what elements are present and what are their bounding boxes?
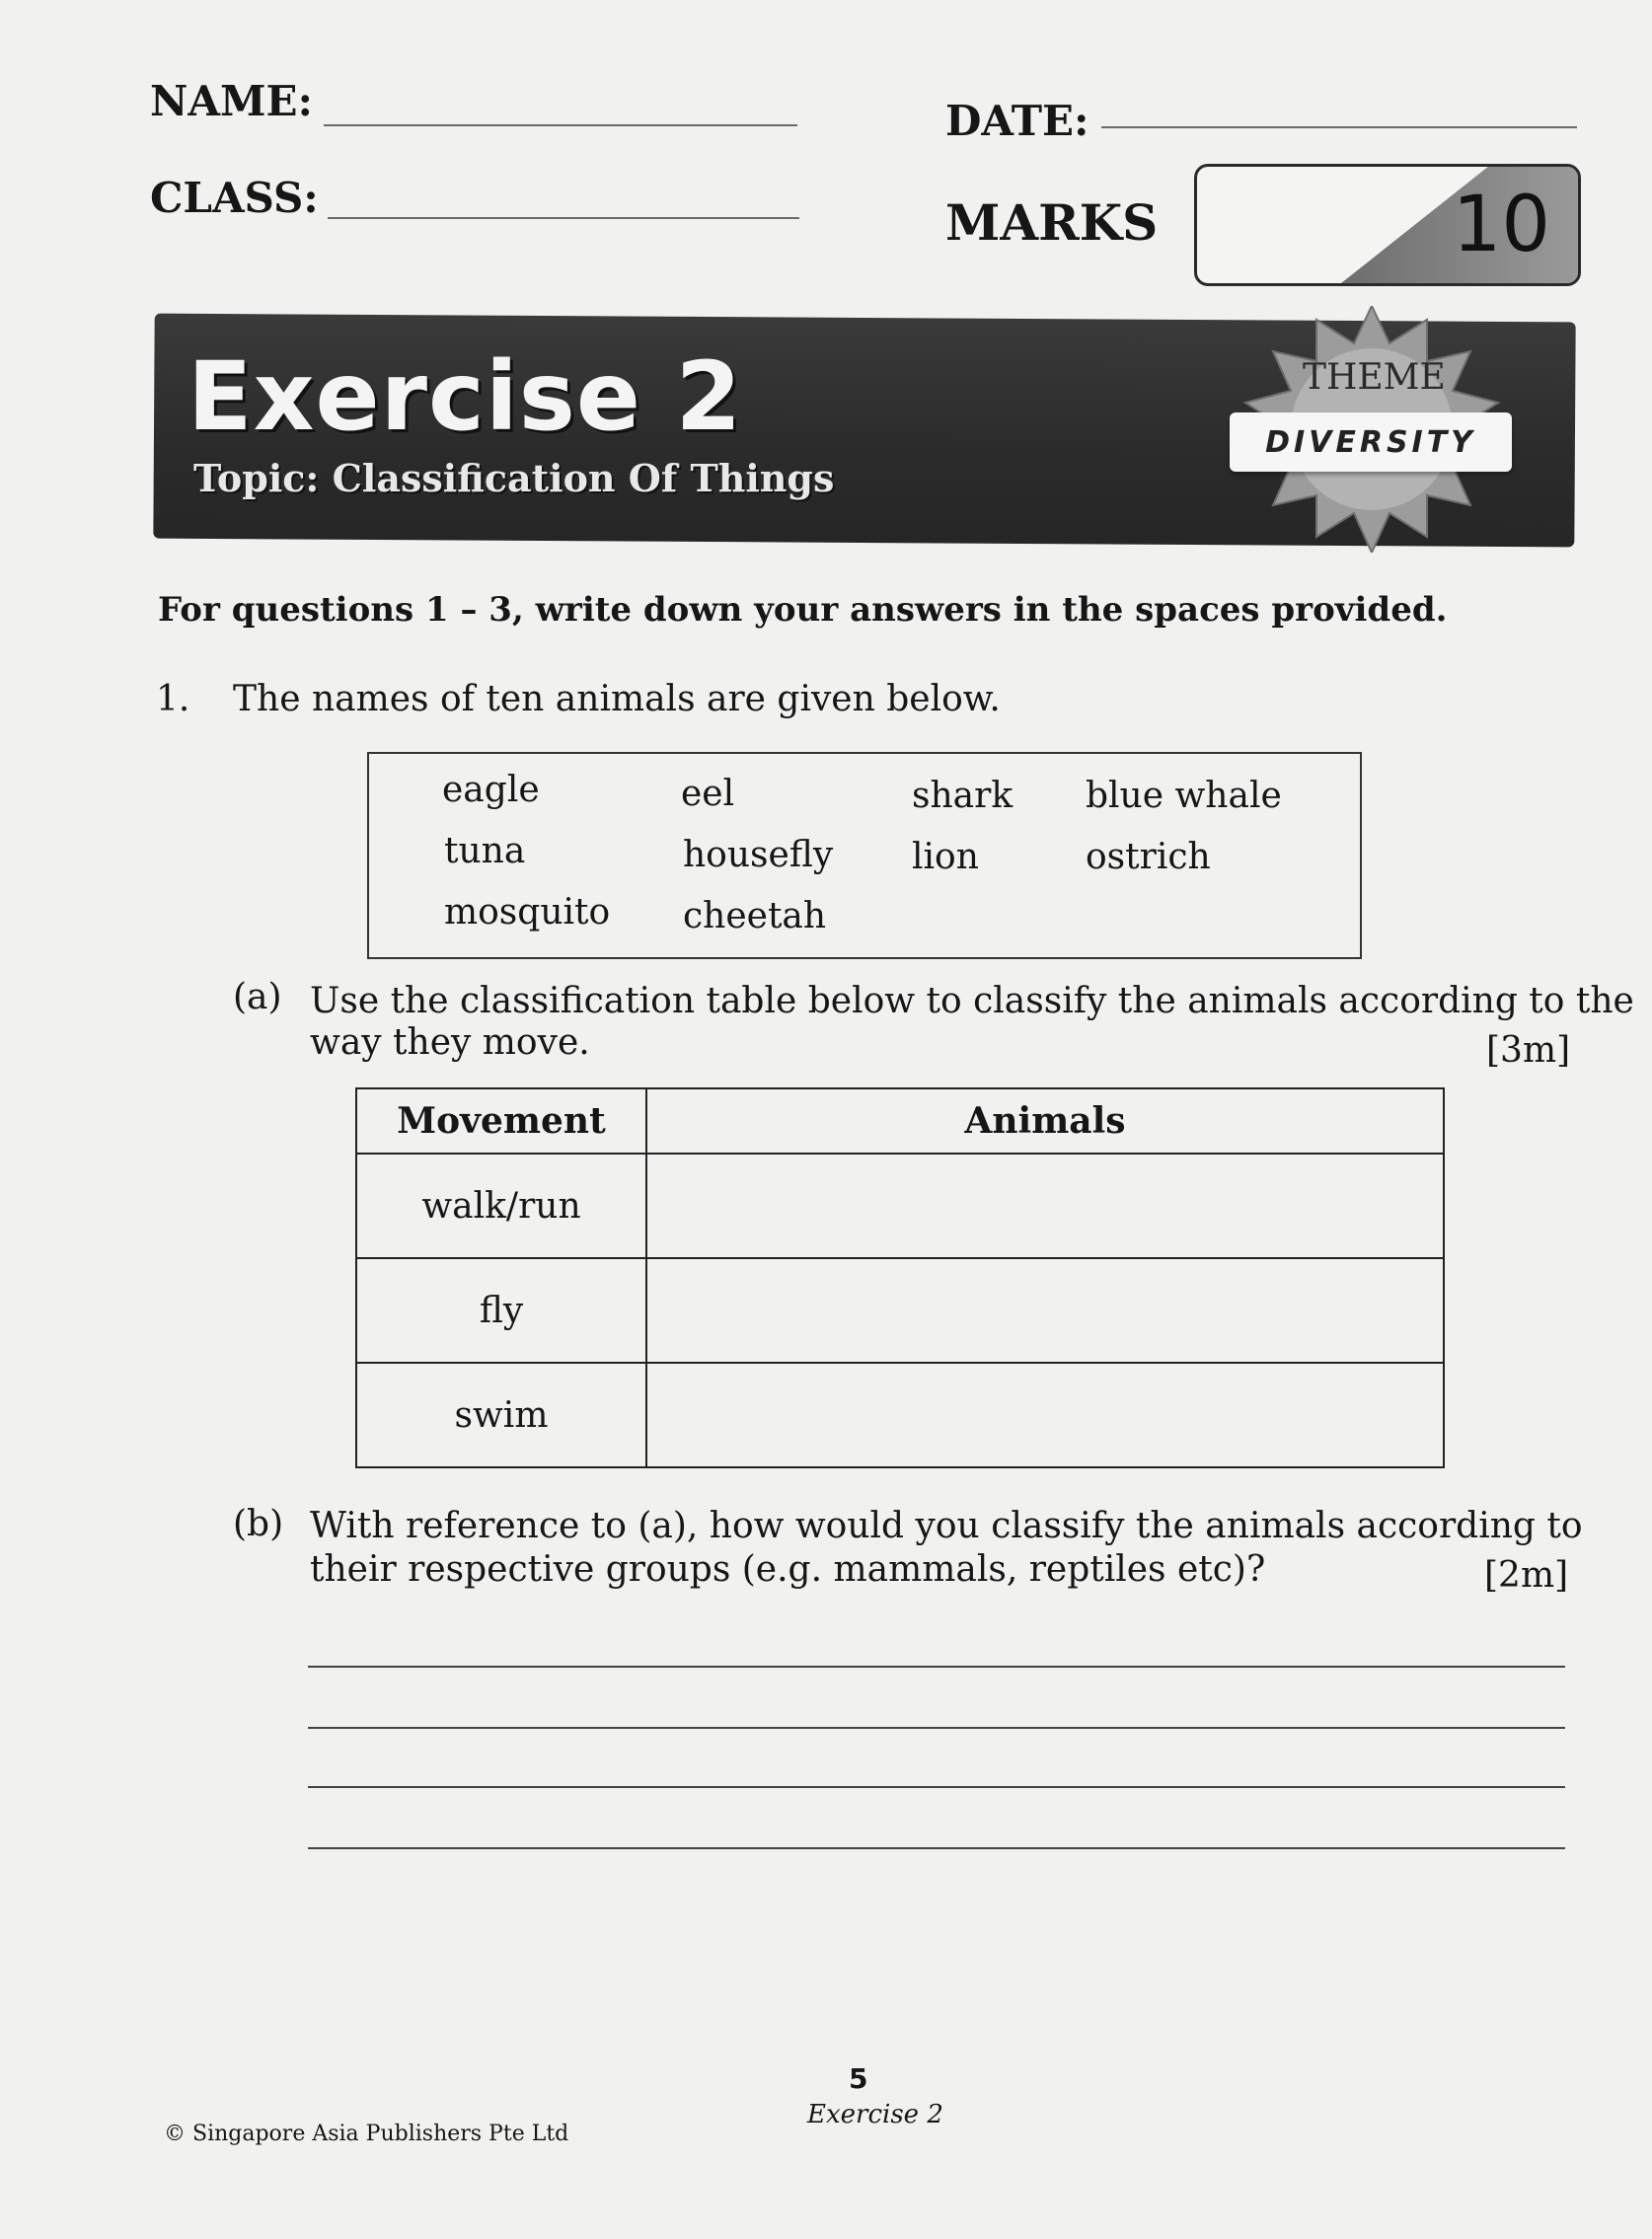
marks-total: 10 [1452,181,1550,269]
part-b-label: (b) [233,1504,284,1544]
animal-item: ostrich [1086,837,1211,877]
part-a-label: (a) [233,977,282,1017]
animal-item: shark [912,776,1014,816]
exercise-title: Exercise 2 [188,341,743,452]
animal-item: housefly [683,835,834,875]
instruction-text: For questions 1 – 3, write down your answers in the spaces provided. [158,590,1448,630]
date-field[interactable] [1101,126,1577,128]
class-field[interactable] [328,217,799,219]
animal-item: blue whale [1086,776,1282,816]
theme-value: DIVERSITY [1230,412,1512,472]
animal-item: cheetah [683,896,827,936]
footer-exercise: Exercise 2 [807,2100,943,2129]
table-row [356,1363,1444,1467]
answer-line[interactable] [308,1666,1565,1668]
animal-item: eel [681,774,735,814]
animal-item: eagle [442,770,540,810]
table-row [356,1258,1444,1363]
answer-line[interactable] [308,1727,1565,1729]
marks-box [1194,164,1581,286]
movement-cell: fly [356,1258,646,1363]
copyright-text: © Singapore Asia Publishers Pte Ltd [164,2122,569,2146]
question-1-text: The names of ten animals are given below. [233,679,1001,719]
animal-item: lion [912,837,979,877]
answer-line[interactable] [308,1786,1565,1788]
part-b-line-1: With reference to (a), how would you classify the animals according to [310,1506,1583,1546]
movement-cell: walk/run [356,1154,646,1258]
exercise-topic: Topic: Classification Of Things [193,456,835,500]
animal-item: mosquito [444,892,611,933]
animals-answer-cell[interactable] [646,1363,1444,1467]
name-field[interactable] [324,124,797,126]
theme-label: THEME [1303,357,1446,398]
marks-label: MARKS [945,193,1159,252]
part-b-line-2: their respective groups (e.g. mammals, reptiles etc)? [310,1549,1266,1590]
animals-answer-cell[interactable] [646,1258,1444,1363]
animal-item: tuna [444,831,526,871]
table-row [356,1154,1444,1258]
table-header-movement: Movement [356,1088,646,1154]
class-label: CLASS: [150,174,319,222]
part-a-marks: [3m] [1486,1030,1571,1071]
table-header-animals: Animals [646,1088,1444,1154]
part-a-line-2: way they move. [310,1022,590,1063]
classification-table [355,1087,1445,1468]
name-label: NAME: [150,77,313,125]
part-b-marks: [2m] [1484,1555,1569,1596]
question-1-number: 1. [156,679,190,719]
date-label: DATE: [945,97,1089,145]
animals-answer-cell[interactable] [646,1154,1444,1258]
answer-line[interactable] [308,1847,1565,1849]
part-a-line-1: Use the classification table below to classify the animals according to the [310,981,1634,1021]
page-number: 5 [849,2062,868,2095]
movement-cell: swim [356,1363,646,1467]
